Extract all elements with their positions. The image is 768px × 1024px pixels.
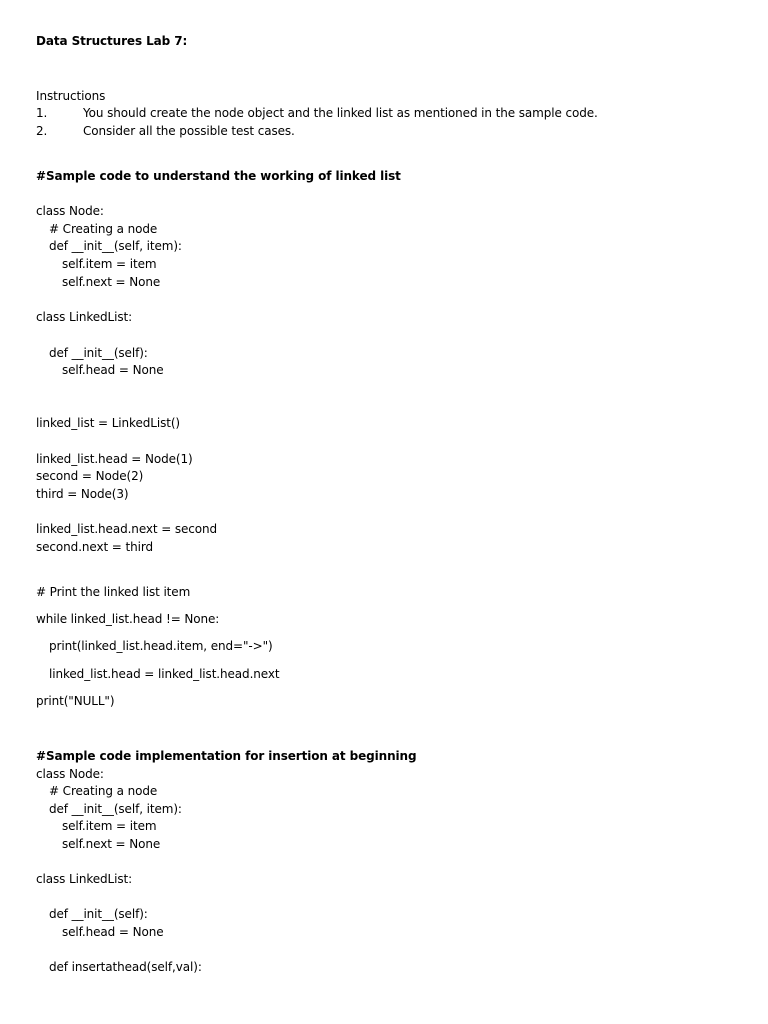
code-line: class LinkedList:: [36, 872, 133, 886]
code-line: linked_list.head = linked_list.head.next: [49, 667, 280, 681]
code-line: class Node:: [36, 204, 104, 218]
code-line: class LinkedList:: [36, 310, 133, 324]
instruction-text: Consider all the possible test cases.: [83, 124, 295, 138]
code-line: self.head = None: [62, 363, 164, 377]
section-heading-linked-list: #Sample code to understand the working of linked list: [36, 169, 401, 183]
code-line: def __init__(self, item):: [49, 239, 182, 253]
instruction-number: 2.: [36, 124, 48, 138]
code-line: linked_list = LinkedList(): [36, 416, 180, 430]
code-line: self.head = None: [62, 925, 164, 939]
code-line: print(linked_list.head.item, end="->"): [49, 639, 273, 653]
document-title: Data Structures Lab 7:: [36, 34, 188, 48]
code-line: second = Node(2): [36, 469, 144, 483]
code-line: print("NULL"): [36, 694, 115, 708]
code-comment: # Creating a node: [49, 784, 158, 798]
code-line: self.item = item: [62, 819, 157, 833]
instruction-text: You should create the node object and the linked list as mentioned in the sample code.: [83, 106, 598, 120]
instructions-heading: Instructions: [36, 89, 106, 103]
code-line: linked_list.head.next = second: [36, 522, 218, 536]
code-line: linked_list.head = Node(1): [36, 452, 193, 466]
code-line: second.next = third: [36, 540, 153, 554]
code-comment: # Print the linked list item: [36, 585, 191, 599]
code-line: while linked_list.head != None:: [36, 612, 220, 626]
code-line: def insertathead(self,val):: [49, 960, 202, 974]
code-line: def __init__(self):: [49, 346, 148, 360]
section-heading-insertion: #Sample code implementation for insertion at beginning: [36, 749, 417, 763]
code-comment: # Creating a node: [49, 222, 158, 236]
code-line: third = Node(3): [36, 487, 129, 501]
code-line: class Node:: [36, 767, 104, 781]
code-line: self.item = item: [62, 257, 157, 271]
code-line: self.next = None: [62, 275, 161, 289]
code-line: def __init__(self, item):: [49, 802, 182, 816]
instruction-number: 1.: [36, 106, 48, 120]
code-line: self.next = None: [62, 837, 161, 851]
code-line: def __init__(self):: [49, 907, 148, 921]
